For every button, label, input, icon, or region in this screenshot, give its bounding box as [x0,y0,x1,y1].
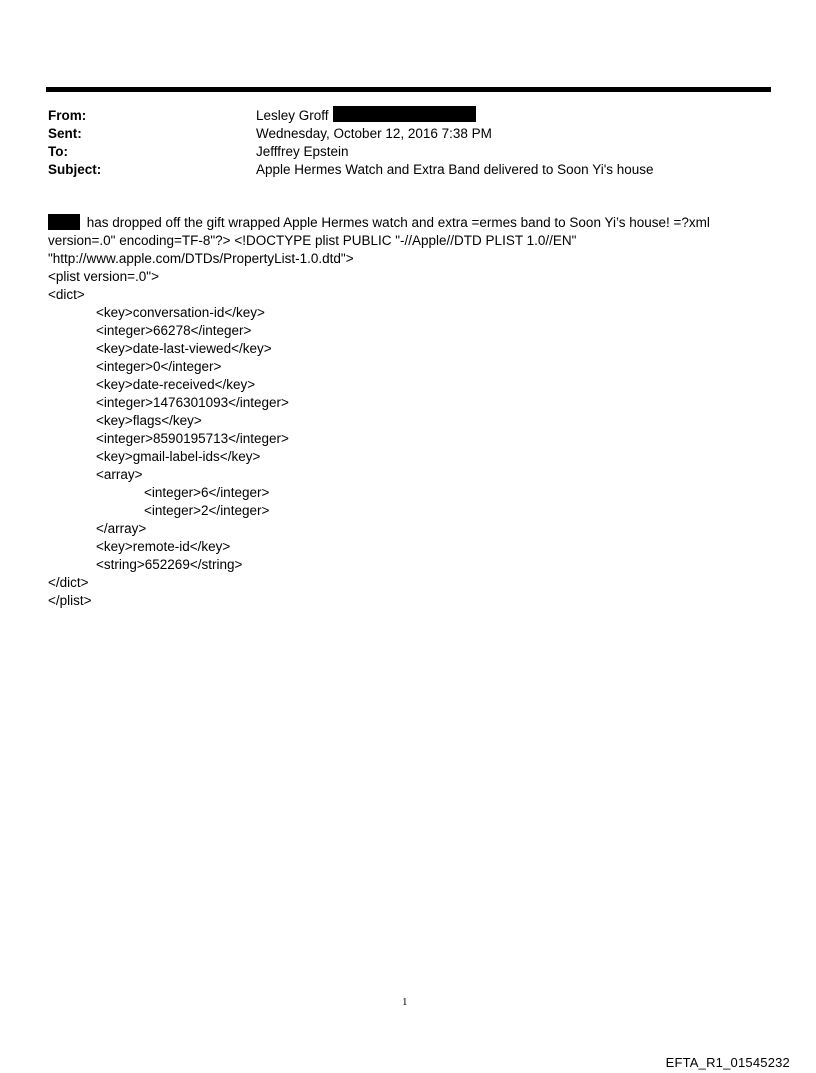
body-line: <key>date-received</key> [96,377,256,392]
body-line: <key>flags</key> [96,413,202,428]
body-line [48,214,768,232]
body-line: </plist> [48,593,92,608]
body-line: <array> [96,467,143,482]
body-line: <key>date-last-viewed</key> [96,341,272,356]
body-line: </dict> [48,575,89,590]
redacted-name [48,214,80,230]
header-divider [46,87,771,92]
body-line: <integer>8590195713</integer> [96,431,289,446]
page-number: 1 [402,996,408,1008]
from-label: From: [48,108,87,123]
body-line: <integer>0</integer> [96,359,222,374]
sender-name: Lesley Groff [256,108,329,123]
email-body [48,214,768,610]
to-label: To: [48,144,68,159]
body-line: <key>conversation-id</key> [96,305,265,320]
body-line: <integer>1476301093</integer> [96,395,289,410]
body-line: </array> [96,521,147,536]
redacted-email-address [333,106,476,122]
sent-value: Wednesday, October 12, 2016 7:38 PM [256,126,492,141]
body-line: "http://www.apple.com/DTDs/PropertyList-1.0.dtd"> [48,251,354,266]
body-line: <integer>66278</integer> [96,323,252,338]
body-text: has dropped off the gift wrapped Apple Hermes watch and extra =ermes band to Soon Yi’s house! =?xml [83,215,710,230]
body-line: <string>652269</string> [96,557,243,572]
subject-value: Apple Hermes Watch and Extra Band delivered to Soon Yi's house [256,162,654,177]
body-line: <integer>2</integer> [144,503,270,518]
to-row [48,143,768,161]
sent-label: Sent: [48,126,82,141]
body-line: <plist version=.0"> [48,269,159,284]
from-value [256,107,476,125]
sent-row [48,125,768,143]
body-line: <integer>6</integer> [144,485,270,500]
body-line: <key>gmail-label-ids</key> [96,449,261,464]
subject-row [48,161,768,179]
document-id: EFTA_R1_01545232 [665,1055,790,1070]
body-line: <dict> [48,287,85,302]
from-row [48,107,768,125]
to-value: Jefffrey Epstein [256,144,349,159]
email-header [48,107,768,179]
body-line: <key>remote-id</key> [96,539,231,554]
subject-label: Subject: [48,162,102,177]
body-line: version=.0" encoding=TF-8"?> <!DOCTYPE plist PUBLIC "-//Apple//DTD PLIST 1.0//EN" [48,233,577,248]
